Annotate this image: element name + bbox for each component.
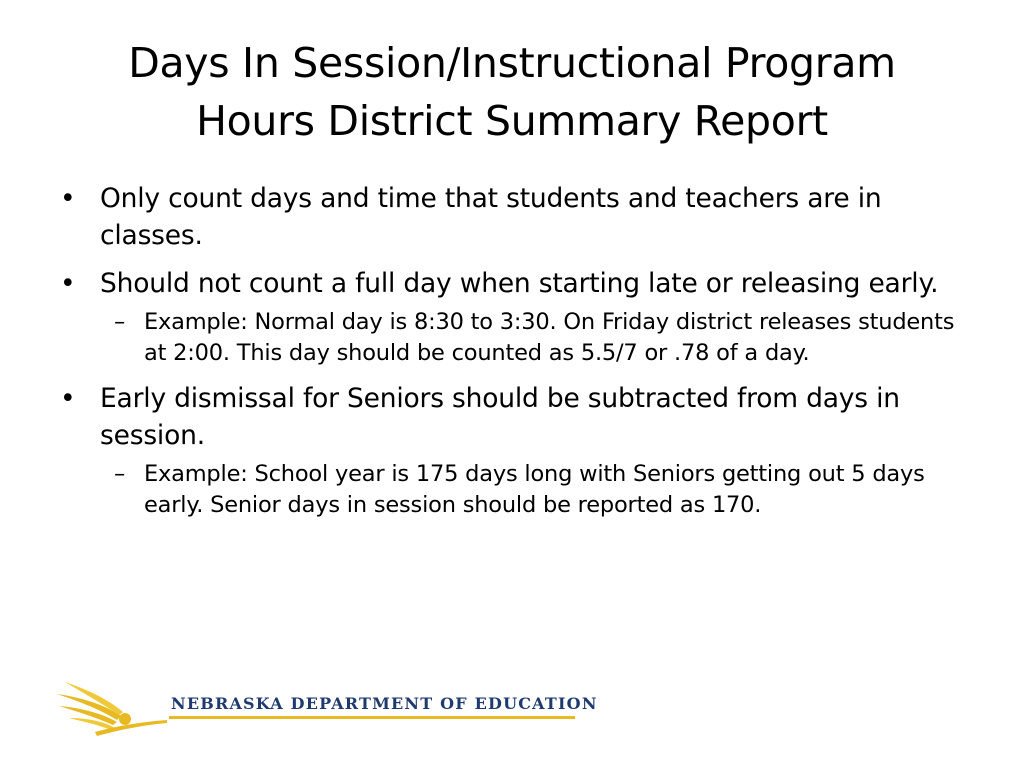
title-line-2: Hours District Summary Report [196, 97, 828, 145]
nde-sunburst-icon [55, 676, 167, 738]
bullet-item [58, 380, 968, 521]
nde-logo [55, 676, 598, 738]
sub-bullet-text: Example: School year is 175 days long with Seniors getting out 5 days early. Senior days in session should be reported as 170. [144, 461, 925, 518]
sub-bullet-text: Example: Normal day is 8:30 to 3:30. On Friday district releases students at 2:00. This day should be counted as 5.5/7 or .78 of a day. [144, 309, 955, 366]
bullet-text: Only count days and time that students and teachers are in classes. [100, 183, 882, 251]
sub-bullet-list [100, 307, 968, 369]
nde-logo-text: NEBRASKA DEPARTMENT OF EDUCATION [171, 694, 598, 713]
logo-underline [169, 716, 575, 719]
title-line-1: Days In Session/Instructional Program [128, 39, 896, 87]
slide-title [40, 34, 984, 150]
bullet-list [58, 180, 968, 532]
bullet-marker: • [60, 383, 76, 414]
bullet-marker: • [60, 268, 76, 299]
sub-bullet-item [100, 307, 968, 369]
sub-bullet-marker: – [114, 461, 126, 487]
bullet-item [58, 180, 968, 254]
sub-bullet-list [100, 459, 968, 521]
sub-bullet-item [100, 459, 968, 521]
bullet-text: Early dismissal for Seniors should be subtracted from days in session. [100, 383, 900, 451]
bullet-marker: • [60, 183, 76, 214]
sub-bullet-marker: – [114, 309, 126, 335]
bullet-text: Should not count a full day when starting late or releasing early. [100, 268, 939, 299]
bullet-item [58, 265, 968, 369]
